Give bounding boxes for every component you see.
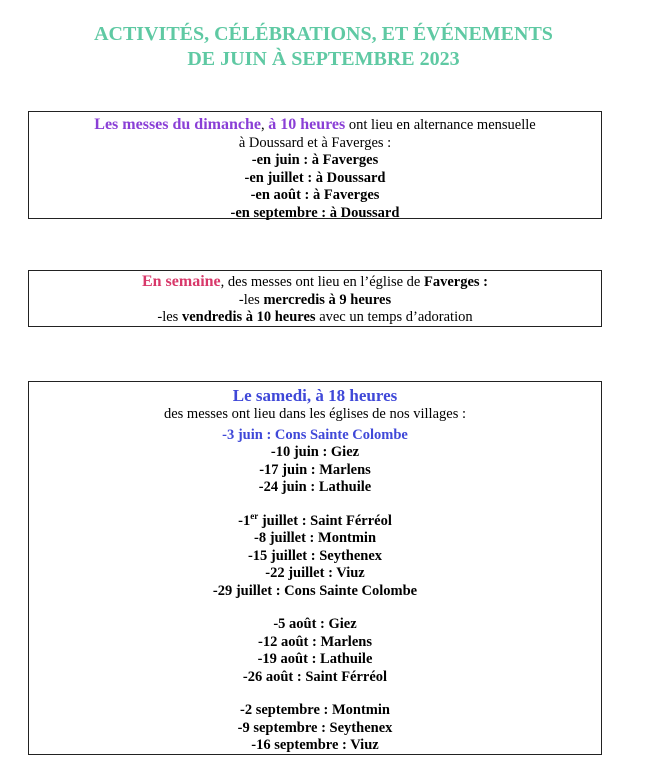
saturday-first-item: -3 juin : Cons Sainte Colombe [222, 426, 408, 443]
saturday-august-item: -12 août : Marlens [258, 633, 372, 650]
sunday-heading: Les messes du dimanche [94, 116, 261, 133]
saturday-september-item: -16 septembre : Viuz [251, 737, 379, 753]
saturday-june-item: -17 juin : Marlens [259, 461, 371, 478]
sunday-month-item: -en juin : à Faverges [251, 152, 379, 168]
weekday-wednesday-line [29, 292, 601, 310]
page-title-line-1: ACTIVITÉS, CÉLÉBRATIONS, ET ÉVÉNEMENTS [94, 23, 553, 45]
saturday-subheading: des messes ont lieu dans les églises de nos villages : [163, 406, 467, 422]
weekday-friday-line [29, 309, 601, 327]
sunday-masses-box [28, 111, 602, 219]
sunday-sep: , [260, 117, 269, 133]
saturday-july-item: -22 juillet : Viuz [265, 565, 365, 581]
weekday-friday-suffix: avec un temps d’adoration [315, 309, 473, 325]
saturday-august-item: -5 août : Giez [273, 616, 357, 632]
saturday-july-item: -15 juillet : Seythenex [247, 547, 383, 564]
weekday-wednesday-prefix: -les [238, 291, 264, 308]
saturday-august-item: -19 août : Lathuile [257, 651, 373, 667]
july-first-place: juillet : Saint Férréol [258, 512, 392, 529]
weekday-wednesday-time: mercredis à 9 heures [263, 291, 392, 308]
weekday-friday-time: vendredis à 10 heures [181, 309, 316, 325]
sunday-month-item: -en juillet : à Doussard [244, 169, 386, 186]
saturday-july-first-item [29, 510, 601, 531]
weekday-text: , des messes ont lieu en l’église de [220, 274, 424, 290]
saturday-september-item: -9 septembre : Seythenex [237, 719, 393, 736]
weekday-heading: En semaine [141, 273, 221, 290]
page-title-line-2: DE JUIN À SEPTEMBRE 2023 [187, 48, 460, 70]
saturday-september-item: -2 septembre : Montmin [240, 702, 390, 718]
saturday-july-item: -29 juillet : Cons Sainte Colombe [212, 582, 418, 599]
saturday-august-item: -26 août : Saint Férréol [242, 668, 388, 685]
sunday-intro-line [29, 116, 601, 135]
weekday-intro-line [29, 273, 601, 292]
saturday-masses-box [28, 381, 602, 755]
weekday-masses-box [28, 270, 602, 327]
weekday-place: Faverges : [424, 274, 489, 290]
saturday-july-item: -8 juillet : Montmin [253, 530, 377, 546]
weekday-friday-prefix: -les [157, 309, 182, 325]
sunday-places: à Doussard et à Faverges : [238, 134, 392, 151]
saturday-heading: Le samedi, à 18 heures [232, 386, 398, 405]
saturday-june-item: -10 juin : Giez [270, 444, 360, 460]
july-first-day: -1 [238, 512, 251, 529]
sunday-intro-rest: ont lieu en alternance mensuelle [345, 117, 536, 133]
sunday-time: à 10 heures [268, 116, 346, 133]
saturday-june-item: -24 juin : Lathuile [258, 479, 372, 495]
sunday-month-item: -en septembre : à Doussard [230, 204, 400, 221]
july-first-sup: er [250, 510, 259, 521]
sunday-month-item: -en août : à Faverges [250, 187, 380, 203]
